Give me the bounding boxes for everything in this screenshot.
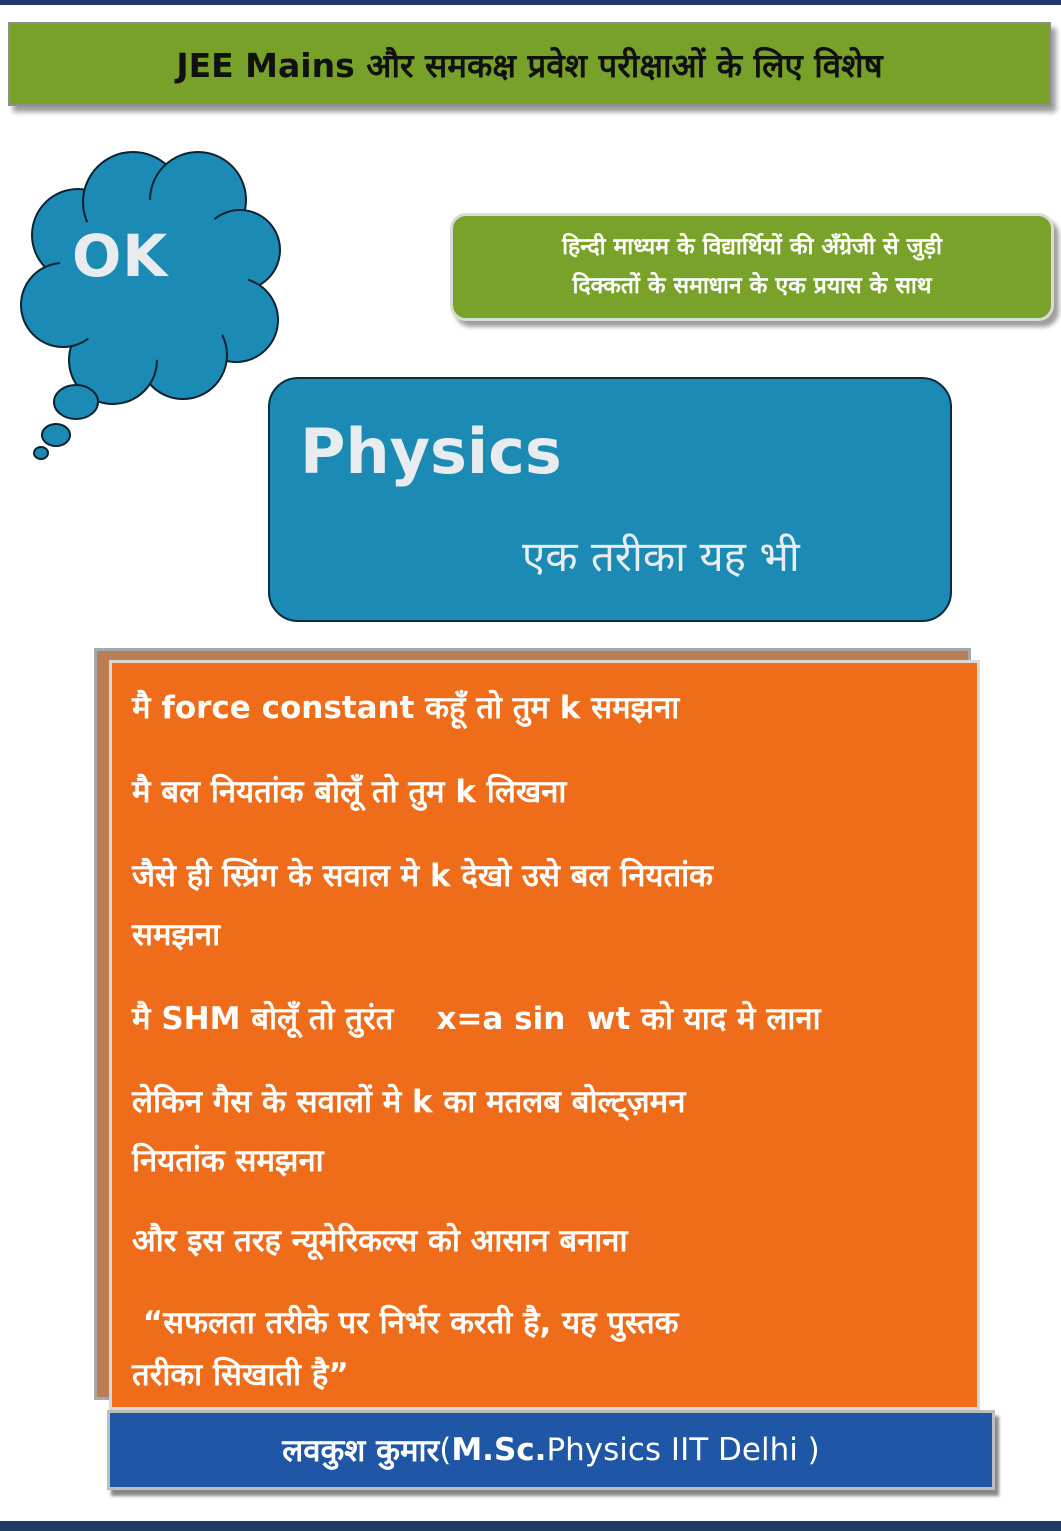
banner-title: JEE Mains और समकक्ष प्रवेश परीक्षाओं के लिए विशेष [176, 45, 883, 85]
author-institute: Physics IIT Delhi ) [546, 1432, 820, 1468]
top-border [0, 0, 1061, 5]
content-line: मै SHM बोलूँ तो तुरंत x=a sin wt को याद मे लाना [132, 1001, 821, 1037]
author-paren: ( [439, 1432, 452, 1468]
physics-title-box [268, 377, 952, 622]
content-line: समझना [132, 917, 221, 953]
content-line: लेकिन गैस के सवालों मे k का मतलब बोल्ट्ज़मन [132, 1084, 686, 1120]
ok-label: OK [72, 222, 169, 290]
content-line: जैसे ही स्प्रिंग के सवाल मे k देखो उसे बल नियतांक [132, 858, 713, 894]
thought-cloud-icon [18, 140, 288, 470]
author-name: लवकुश कुमार [282, 1433, 440, 1469]
tagline-line-1: हिन्दी माध्यम के विद्यार्थियों की अँग्रेजी से जुड़ी [562, 234, 942, 260]
physics-subtitle: एक तरीका यह भी [522, 532, 800, 581]
content-panel [109, 660, 980, 1410]
content-line: मै force constant कहूँ तो तुम k समझना [132, 690, 680, 726]
tagline-box [450, 213, 1054, 321]
tagline-line-2: दिक्कतों के समाधान के एक प्रयास के साथ [572, 273, 932, 299]
physics-title: Physics [300, 415, 562, 488]
header-banner [8, 22, 1051, 106]
quote-line: “सफलता तरीके पर निर्भर करती है, यह पुस्तक [132, 1305, 679, 1341]
content-line: मै बल नियतांक बोलूँ तो तुम k लिखना [132, 774, 567, 810]
bottom-border [0, 1521, 1061, 1531]
author-degree: M.Sc. [451, 1432, 547, 1468]
quote-line: तरीका सिखाती है” [132, 1357, 349, 1393]
content-line: और इस तरह न्यूमेरिकल्स को आसान बनाना [132, 1223, 628, 1259]
content-line: नियतांक समझना [132, 1143, 324, 1179]
author-bar [107, 1410, 995, 1490]
